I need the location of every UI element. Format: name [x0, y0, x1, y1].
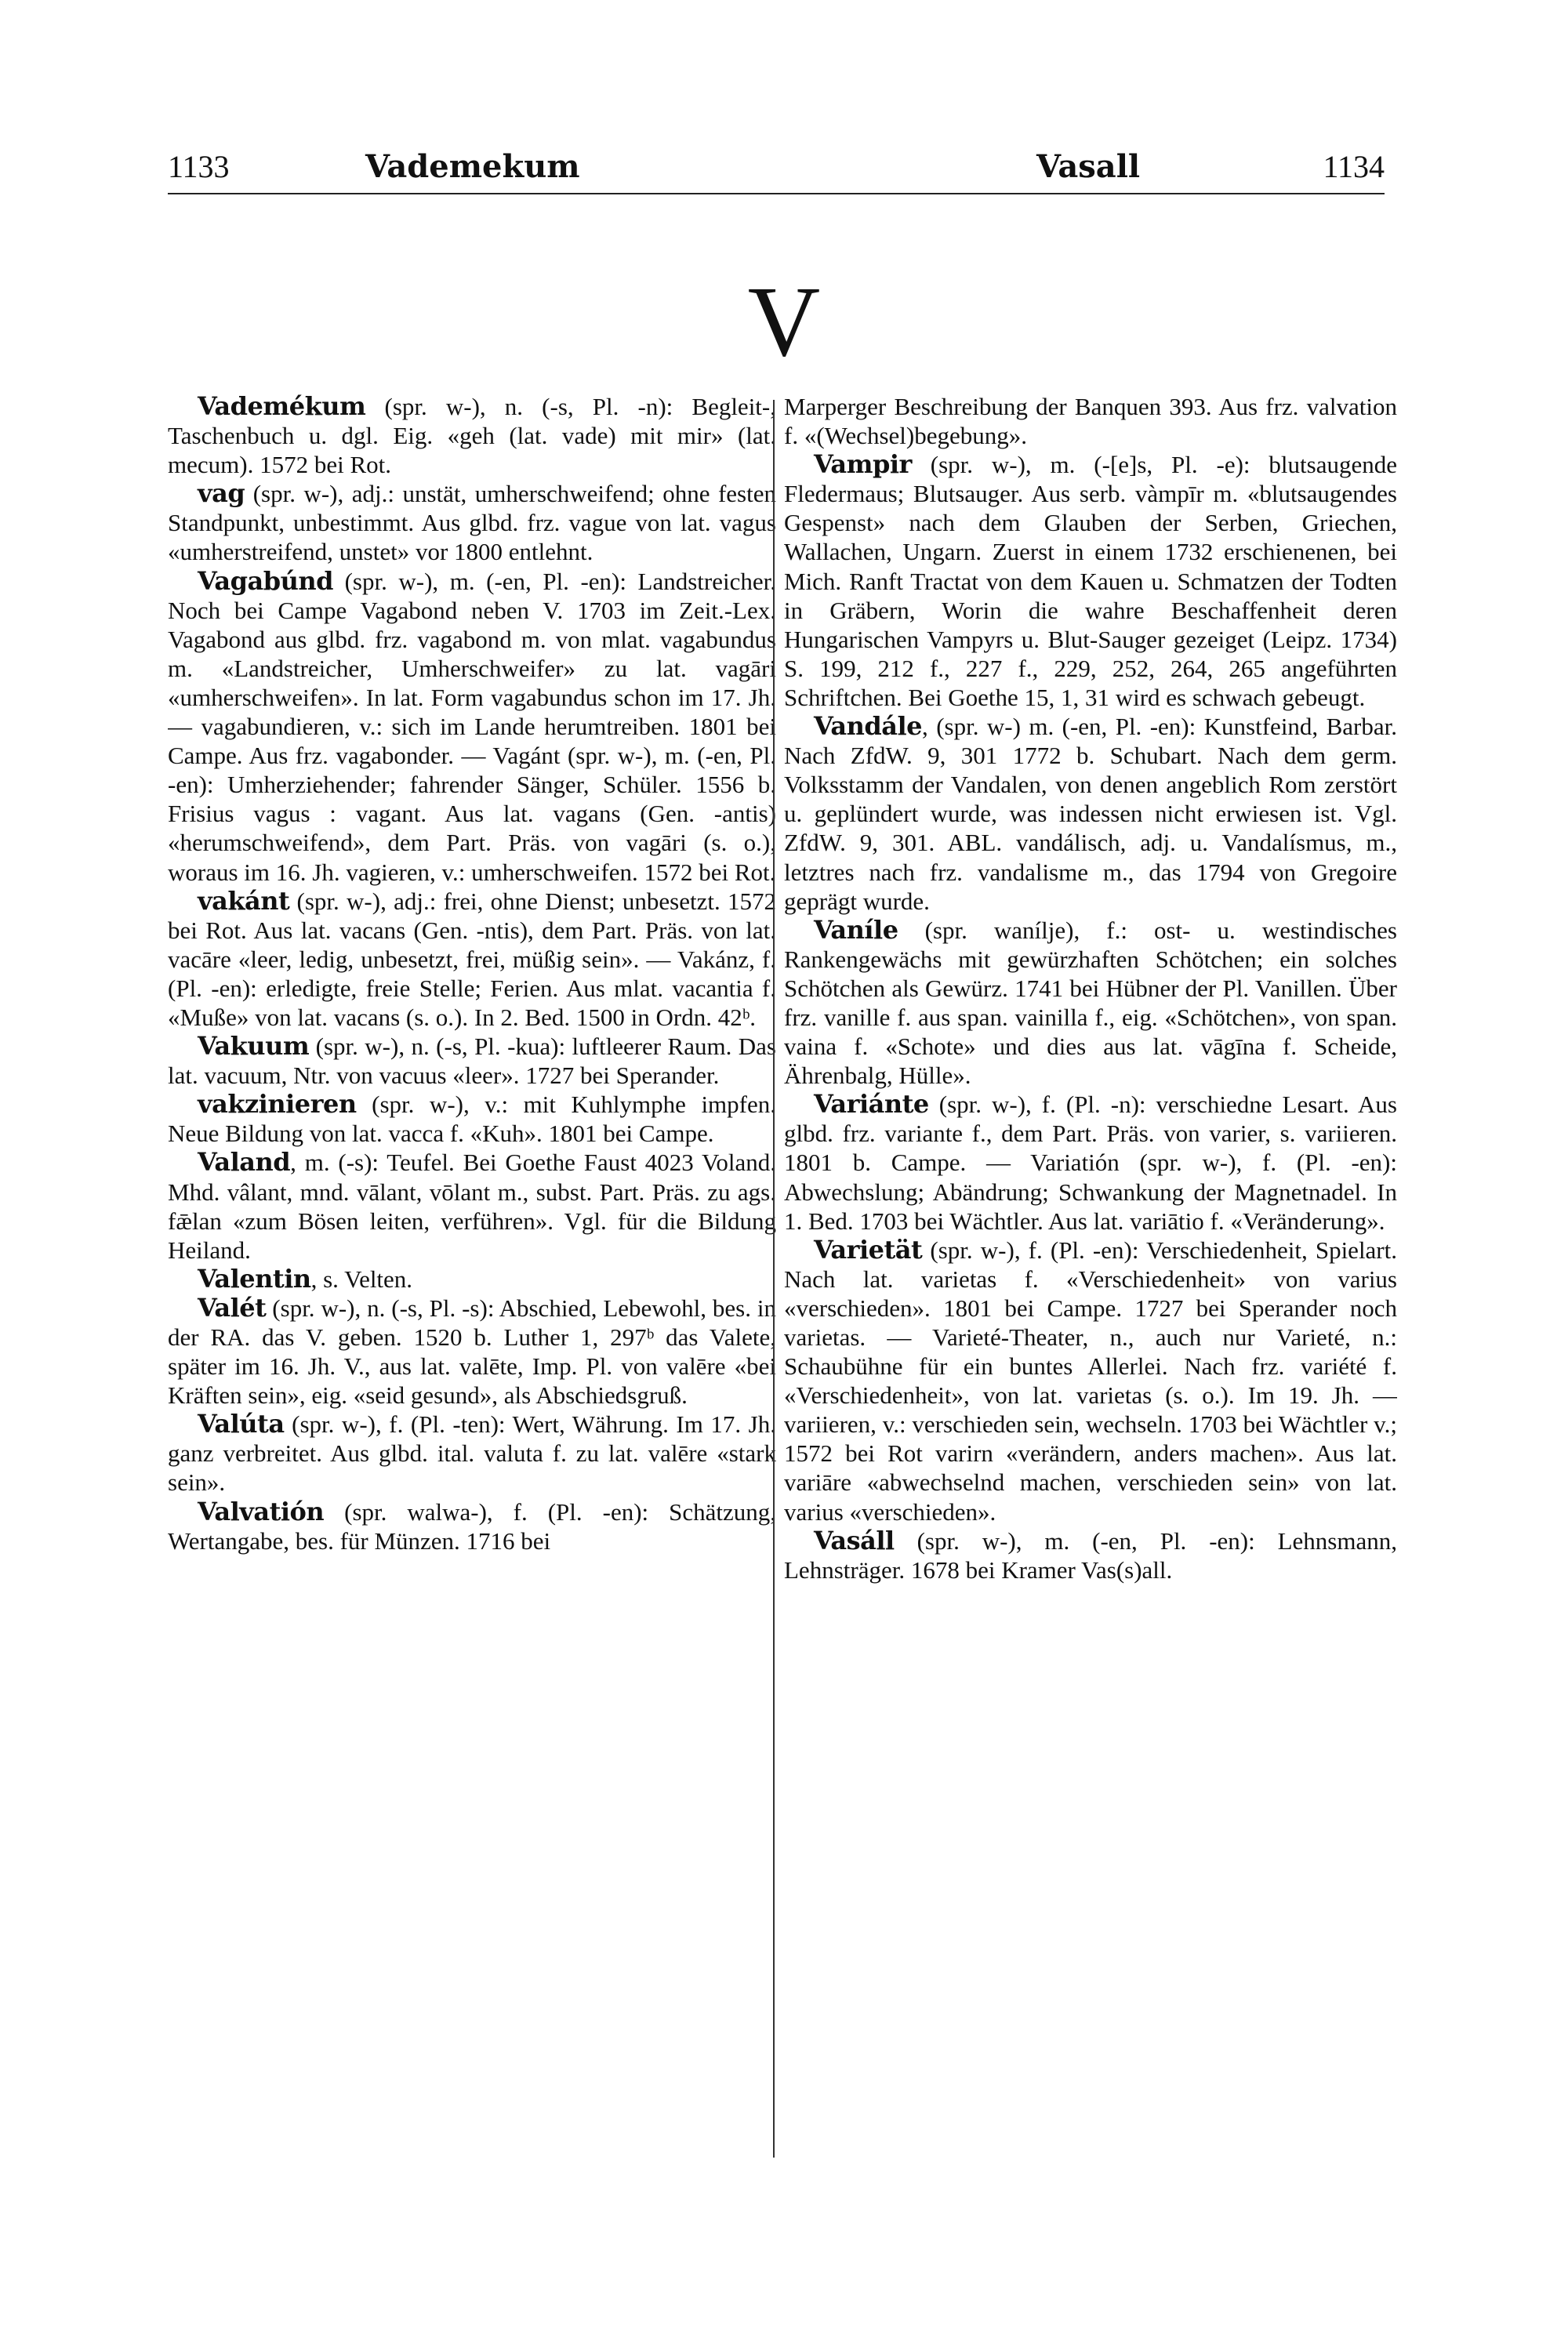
dictionary-entry — [784, 712, 1397, 916]
entry-headword: Valvatión — [198, 1496, 325, 1526]
dictionary-entry — [168, 1497, 776, 1555]
entry-text: , (spr. w-) m. (-en, Pl. -en): Kunstfeind, Barbar. Nach ZfdW. 9, 301 1772 b. Schubart. Nach dem germ. Volksstamm der Vandalen, von denen angeblich Rom zerstört u. geplündert wurde, was indessen nicht erwiesen ist. Vgl. ZfdW. 9, 301. ABL. vandálisch, adj. u. Vandalísmus, m., letztres nach frz. vandalisme m., das 1794 von Gregoire geprägt wurde. — [784, 713, 1397, 915]
dictionary-entry — [784, 916, 1397, 1091]
entry-text: (spr. w-), m. (-en, Pl. -en): Lehnsmann, Lehnsträger. 1678 bei Kramer Vas(s)all. — [784, 1526, 1397, 1584]
entry-text: (spr. w-), m. (-[e]s, Pl. -e): blutsaugende Fledermaus; Blutsauger. Aus serb. vàmpīr m. «blutsaugendes Gespenst» nach dem Glauben der Serben, Griechen, Wallachen, Ungarn. Zuerst in einem 1732 erschienenen, bei Mich. Ranft Tractat von dem Kauen u. Schmatzen der Todten in Gräbern, Worin die wahre Beschaffenheit deren Hungarischen Vampyrs u. Blut-Sauger gezeiget (Leipz. 1734) S. 199, 212 f., 227 f., 229, 252, 264, 265 angeführten Schriftchen. Bei Goethe 15, 1, 31 wird es schwach gebeugt. — [784, 451, 1397, 711]
header-rule — [168, 193, 1385, 194]
page-number-right: 1134 — [1323, 149, 1385, 184]
entry-text: (spr. w-), f. (Pl. -n): verschiedne Lesart. Aus glbd. frz. variante f., dem Part. Präs. von varier, s. variieren. 1801 b. Campe. — Variatión (spr. w-), f. (Pl. -en): Abwechslung; Abändrung; Schwankung der Magnetnadel. In 1. Bed. 1703 bei Wächtler. Aus lat. variātio f. «Veränderung». — [784, 1091, 1397, 1235]
entry-text: (spr. walwa-), f. (Pl. -en): Schätzung, Wertangabe, bes. für Münzen. 1716 bei — [168, 1497, 776, 1555]
entry-headword: Vandále — [814, 711, 923, 742]
page-number-left: 1133 — [168, 149, 230, 184]
entry-text: (spr. w-), f. (Pl. -en): Verschiedenheit, Spielart. Nach lat. varietas f. «Verschiedenheit» von varius «verschieden». 1801 bei Campe. 1727 bei Sperander noch varietas. — Varieté-Theater, n., auch nur Varieté, n.: Schaubühne für ein buntes Allerlei. Nach frz. variété f. «Verschiedenheit», von lat. varietas (s. o.). Im 19. Jh. — variieren, v.: verschieden sein, wechseln. 1703 bei Wächtler v.; 1572 bei Rot varirn «verändern, anders machen». Aus lat. variāre «abwechselnd machen, verschieden sein» von lat. varius «verschieden». — [784, 1236, 1397, 1526]
section-letter: V — [747, 266, 821, 377]
dictionary-entry — [168, 479, 776, 566]
entry-text: , m. (-s): Teufel. Bei Goethe Faust 4023 Voland. Mhd. vâlant, mnd. vālant, vōlant m., subst. Part. Präs. zu ags. fǣlan «zum Bösen leiten, verführen». Vgl. für die Bildung Heiland. — [168, 1149, 776, 1264]
left-column — [168, 392, 776, 2180]
entry-headword: Valand — [198, 1147, 291, 1178]
column-divider — [773, 400, 775, 2158]
entry-text: (spr. w-), n. (-s, Pl. -n): Begleit-, Taschenbuch u. dgl. Eig. «geh (lat. vade) mit mir» (lat. mecum). 1572 bei Rot. — [168, 393, 776, 479]
dictionary-entry — [168, 1032, 776, 1090]
dictionary-entry — [784, 1526, 1397, 1584]
entry-headword: Valét — [198, 1292, 267, 1323]
page-header — [168, 147, 1385, 194]
entry-headword: Vakuum — [198, 1031, 310, 1062]
entry-headword: Vampir — [814, 449, 912, 480]
dictionary-entry — [168, 1265, 776, 1294]
entry-headword: Vademékum — [198, 392, 366, 421]
dictionary-entry — [168, 1410, 776, 1497]
entry-headword: Vasáll — [814, 1525, 895, 1555]
entry-headword: vakzinieren — [198, 1089, 357, 1120]
entry-headword: vag — [198, 478, 245, 509]
running-head-left: Vademekum — [365, 148, 580, 185]
right-column — [784, 392, 1397, 2180]
dictionary-entry — [784, 450, 1397, 712]
dictionary-entry — [168, 887, 776, 1032]
entry-text: (spr. w-), n. (-s, Pl. -s): Abschied, Lebewohl, bes. in der RA. das V. geben. 1520 b. Luther 1, 297ᵇ das Valete, später im 16. Jh. V., aus lat. valēte, Imp. Pl. von valēre «bei Kräften sein», eig. «seid gesund», als Abschiedsgruß. — [168, 1294, 776, 1410]
entry-text: Marperger Beschreibung der Banquen 393. Aus frz. valvation f. «(Wechsel)begebung». — [784, 393, 1397, 450]
running-head-right: Vasall — [1036, 148, 1141, 185]
entry-headword: Vaníle — [814, 914, 898, 945]
dictionary-entry — [168, 392, 776, 479]
entry-text: , s. Velten. — [310, 1265, 413, 1293]
dictionary-entry — [784, 392, 1397, 450]
entry-headword: Valúta — [198, 1409, 285, 1439]
entry-text: (spr. w-), m. (-en, Pl. -en): Landstreicher. Noch bei Campe Vagabond neben V. 1703 im Zeit.-Lex. Vagabond aus glbd. frz. vagabond m. von mlat. vagabundus m. «Landstreicher, Umherschweifer» zu lat. vagāri «umherschweifen». In lat. Form vagabundus schon im 17. Jh. — vagabundieren, v.: sich im Lande herumtreiben. 1801 bei Campe. Aus frz. vagabonder. — Vagánt (spr. w-), m. (-en, Pl. -en): Umherziehender; fahrender Sänger, Schüler. 1556 b. Frisius vagus : vagant. Aus lat. vagans (Gen. -antis) «herumschweifend», dem Part. Präs. von vagāri (s. o.), woraus im 16. Jh. vagieren, v.: umherschweifen. 1572 bei Rot. — [168, 567, 776, 886]
entry-text: (spr. w-), n. (-s, Pl. -kua): luftleerer Raum. Das lat. vacuum, Ntr. von vacuus «leer». 1727 bei Sperander. — [168, 1033, 776, 1090]
entry-text: (spr. w-), adj.: frei, ohne Dienst; unbesetzt. 1572 bei Rot. Aus lat. vacans (Gen. -ntis), dem Part. Präs. von lat. vacāre «leer, ledig, unbesetzt, frei, müßig sein». — Vakánz, f. (Pl. -en): erledigte, freie Stelle; Ferien. Aus mlat. vacantia f. «Muße» von lat. vacans (s. o.). In 2. Bed. 1500 in Ordn. 42ᵇ. — [168, 887, 776, 1031]
entry-text: (spr. w-), v.: mit Kuhlymphe impfen. Neue Bildung von lat. vacca f. «Kuh». 1801 bei Campe. — [168, 1091, 776, 1148]
dictionary-entry — [784, 1090, 1397, 1235]
dictionary-entry — [168, 1294, 776, 1410]
dictionary-entry — [168, 1148, 776, 1264]
dictionary-entry — [784, 1236, 1397, 1526]
entry-headword: Vagabúnd — [198, 565, 334, 596]
entry-headword: Varietät — [814, 1234, 923, 1265]
entry-text: (spr. w-), adj.: unstät, umherschweifend; ohne festen Standpunkt, unbestimmt. Aus glbd. frz. vague von lat. vagus «umherstreifend, unstet» vor 1800 entlehnt. — [168, 480, 776, 566]
entry-headword: Valentin — [198, 1263, 311, 1294]
entry-text: (spr. wanílje), f.: ost- u. westindisches Rankengewächs mit gewürzhaften Schötchen; ein solches Schötchen als Gewürz. 1741 bei Hübner der Pl. Vanillen. Über frz. vanille f. aus span. vainilla f., eig. «Schötchen», von span. vaina f. «Schote» und dies aus lat. vāgīna f. Scheide, Ährenbalg, Hülle». — [784, 916, 1397, 1090]
dictionary-entry — [168, 567, 776, 887]
entry-headword: vakánt — [198, 885, 290, 916]
entry-headword: Variánte — [814, 1089, 929, 1120]
entry-text: (spr. w-), f. (Pl. -ten): Wert, Währung. Im 17. Jh. ganz verbreitet. Aus glbd. ital. valuta f. zu lat. valēre «stark sein». — [168, 1410, 776, 1497]
dictionary-entry — [168, 1090, 776, 1148]
